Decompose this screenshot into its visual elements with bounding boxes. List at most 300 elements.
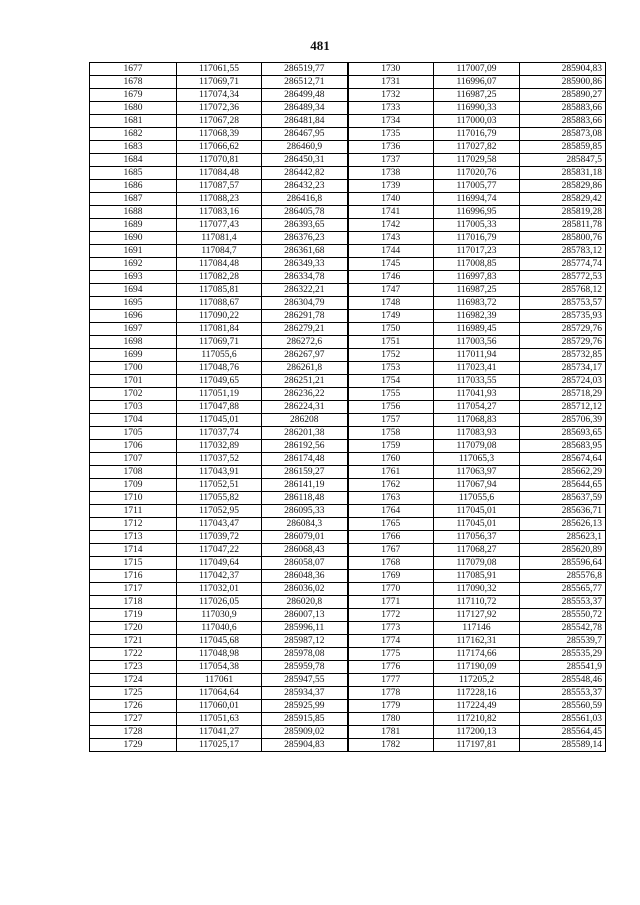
point-number-cell: 1773	[348, 622, 434, 635]
y-coordinate-cell: 285800,76	[520, 232, 606, 245]
table-row	[90, 310, 606, 323]
y-coordinate-cell: 285859,85	[520, 141, 606, 154]
table-row	[90, 583, 606, 596]
table-row	[90, 297, 606, 310]
y-coordinate-cell: 286020,8	[262, 596, 348, 609]
table-row	[90, 622, 606, 635]
x-coordinate-cell: 117055,82	[177, 492, 262, 505]
x-coordinate-cell: 116982,39	[434, 310, 520, 323]
y-coordinate-cell: 285829,86	[520, 180, 606, 193]
point-number-cell: 1770	[348, 583, 434, 596]
point-number-cell: 1745	[348, 258, 434, 271]
x-coordinate-cell: 117051,63	[177, 713, 262, 726]
y-coordinate-cell: 285811,78	[520, 219, 606, 232]
table-row	[90, 349, 606, 362]
point-number-cell: 1732	[348, 89, 434, 102]
y-coordinate-cell: 285959,78	[262, 661, 348, 674]
x-coordinate-cell: 116987,25	[434, 89, 520, 102]
x-coordinate-cell: 117087,57	[177, 180, 262, 193]
point-number-cell: 1731	[348, 76, 434, 89]
x-coordinate-cell: 117045,01	[177, 414, 262, 427]
point-number-cell: 1762	[348, 479, 434, 492]
table-row	[90, 726, 606, 739]
point-number-cell: 1772	[348, 609, 434, 622]
point-number-cell: 1724	[90, 674, 177, 687]
x-coordinate-cell: 117085,81	[177, 284, 262, 297]
point-number-cell: 1712	[90, 518, 177, 531]
y-coordinate-cell: 285623,1	[520, 531, 606, 544]
y-coordinate-cell: 285636,71	[520, 505, 606, 518]
point-number-cell: 1774	[348, 635, 434, 648]
point-number-cell: 1722	[90, 648, 177, 661]
x-coordinate-cell: 117045,68	[177, 635, 262, 648]
x-coordinate-cell: 117056,37	[434, 531, 520, 544]
table-row	[90, 492, 606, 505]
table-row	[90, 219, 606, 232]
x-coordinate-cell: 117023,41	[434, 362, 520, 375]
table-row	[90, 258, 606, 271]
y-coordinate-cell: 286007,13	[262, 609, 348, 622]
table-row	[90, 479, 606, 492]
x-coordinate-cell: 117003,56	[434, 336, 520, 349]
point-number-cell: 1677	[90, 63, 177, 76]
table-row	[90, 427, 606, 440]
point-number-cell: 1702	[90, 388, 177, 401]
point-number-cell: 1693	[90, 271, 177, 284]
y-coordinate-cell: 285883,66	[520, 115, 606, 128]
point-number-cell: 1723	[90, 661, 177, 674]
x-coordinate-cell: 117070,81	[177, 154, 262, 167]
y-coordinate-cell: 286068,43	[262, 544, 348, 557]
x-coordinate-cell: 117069,71	[177, 336, 262, 349]
y-coordinate-cell: 285873,08	[520, 128, 606, 141]
x-coordinate-cell: 117048,76	[177, 362, 262, 375]
x-coordinate-cell: 117055,6	[177, 349, 262, 362]
y-coordinate-cell: 285596,64	[520, 557, 606, 570]
table-row	[90, 284, 606, 297]
point-number-cell: 1714	[90, 544, 177, 557]
y-coordinate-cell: 285915,85	[262, 713, 348, 726]
point-number-cell: 1690	[90, 232, 177, 245]
point-number-cell: 1777	[348, 674, 434, 687]
y-coordinate-cell: 285909,02	[262, 726, 348, 739]
x-coordinate-cell: 117061,55	[177, 63, 262, 76]
point-number-cell: 1719	[90, 609, 177, 622]
point-number-cell: 1736	[348, 141, 434, 154]
y-coordinate-cell: 285693,65	[520, 427, 606, 440]
point-number-cell: 1684	[90, 154, 177, 167]
point-number-cell: 1680	[90, 102, 177, 115]
point-number-cell: 1709	[90, 479, 177, 492]
point-number-cell: 1758	[348, 427, 434, 440]
point-number-cell: 1703	[90, 401, 177, 414]
x-coordinate-cell: 117079,08	[434, 440, 520, 453]
y-coordinate-cell: 285718,29	[520, 388, 606, 401]
x-coordinate-cell: 117084,7	[177, 245, 262, 258]
table-row	[90, 531, 606, 544]
point-number-cell: 1734	[348, 115, 434, 128]
x-coordinate-cell: 117048,98	[177, 648, 262, 661]
table-row	[90, 180, 606, 193]
y-coordinate-cell: 285535,29	[520, 648, 606, 661]
y-coordinate-cell: 286079,01	[262, 531, 348, 544]
coordinates-table	[89, 62, 606, 752]
y-coordinate-cell: 286141,19	[262, 479, 348, 492]
table-row	[90, 193, 606, 206]
y-coordinate-cell: 285753,57	[520, 297, 606, 310]
table-row	[90, 128, 606, 141]
point-number-cell: 1711	[90, 505, 177, 518]
point-number-cell: 1698	[90, 336, 177, 349]
table-row	[90, 661, 606, 674]
y-coordinate-cell: 286192,56	[262, 440, 348, 453]
x-coordinate-cell: 117007,09	[434, 63, 520, 76]
x-coordinate-cell: 117011,94	[434, 349, 520, 362]
y-coordinate-cell: 285561,03	[520, 713, 606, 726]
y-coordinate-cell: 286361,68	[262, 245, 348, 258]
x-coordinate-cell: 117049,64	[177, 557, 262, 570]
point-number-cell: 1746	[348, 271, 434, 284]
point-number-cell: 1726	[90, 700, 177, 713]
point-number-cell: 1780	[348, 713, 434, 726]
table-row	[90, 648, 606, 661]
x-coordinate-cell: 117079,08	[434, 557, 520, 570]
y-coordinate-cell: 286442,82	[262, 167, 348, 180]
point-number-cell: 1743	[348, 232, 434, 245]
x-coordinate-cell: 117068,27	[434, 544, 520, 557]
point-number-cell: 1775	[348, 648, 434, 661]
y-coordinate-cell: 285978,08	[262, 648, 348, 661]
table-row	[90, 544, 606, 557]
y-coordinate-cell: 286048,36	[262, 570, 348, 583]
x-coordinate-cell: 117027,82	[434, 141, 520, 154]
x-coordinate-cell: 117083,16	[177, 206, 262, 219]
point-number-cell: 1765	[348, 518, 434, 531]
table-row	[90, 401, 606, 414]
point-number-cell: 1741	[348, 206, 434, 219]
point-number-cell: 1683	[90, 141, 177, 154]
y-coordinate-cell: 285662,29	[520, 466, 606, 479]
point-number-cell: 1737	[348, 154, 434, 167]
y-coordinate-cell: 285539,7	[520, 635, 606, 648]
point-number-cell: 1697	[90, 323, 177, 336]
point-number-cell: 1742	[348, 219, 434, 232]
table-row	[90, 453, 606, 466]
y-coordinate-cell: 286322,21	[262, 284, 348, 297]
point-number-cell: 1692	[90, 258, 177, 271]
table-row	[90, 89, 606, 102]
y-coordinate-cell: 285987,12	[262, 635, 348, 648]
point-number-cell: 1733	[348, 102, 434, 115]
y-coordinate-cell: 285542,78	[520, 622, 606, 635]
point-number-cell: 1721	[90, 635, 177, 648]
y-coordinate-cell: 286512,71	[262, 76, 348, 89]
x-coordinate-cell: 117020,76	[434, 167, 520, 180]
y-coordinate-cell: 285637,59	[520, 492, 606, 505]
y-coordinate-cell: 285541,9	[520, 661, 606, 674]
point-number-cell: 1767	[348, 544, 434, 557]
point-number-cell: 1779	[348, 700, 434, 713]
y-coordinate-cell: 285589,14	[520, 739, 606, 752]
x-coordinate-cell: 117228,16	[434, 687, 520, 700]
table-row	[90, 141, 606, 154]
x-coordinate-cell: 117065,3	[434, 453, 520, 466]
table-row	[90, 76, 606, 89]
y-coordinate-cell: 286272,6	[262, 336, 348, 349]
table-row	[90, 154, 606, 167]
y-coordinate-cell: 286376,23	[262, 232, 348, 245]
y-coordinate-cell: 286467,95	[262, 128, 348, 141]
y-coordinate-cell: 286499,48	[262, 89, 348, 102]
x-coordinate-cell: 117081,84	[177, 323, 262, 336]
point-number-cell: 1713	[90, 531, 177, 544]
x-coordinate-cell: 117037,52	[177, 453, 262, 466]
point-number-cell: 1730	[348, 63, 434, 76]
x-coordinate-cell: 117047,22	[177, 544, 262, 557]
x-coordinate-cell: 117005,33	[434, 219, 520, 232]
x-coordinate-cell: 117063,97	[434, 466, 520, 479]
table-row	[90, 232, 606, 245]
point-number-cell: 1718	[90, 596, 177, 609]
y-coordinate-cell: 286251,21	[262, 375, 348, 388]
point-number-cell: 1739	[348, 180, 434, 193]
y-coordinate-cell: 286036,02	[262, 583, 348, 596]
y-coordinate-cell: 285553,37	[520, 687, 606, 700]
table-row	[90, 375, 606, 388]
x-coordinate-cell: 117008,85	[434, 258, 520, 271]
point-number-cell: 1728	[90, 726, 177, 739]
x-coordinate-cell: 117047,88	[177, 401, 262, 414]
x-coordinate-cell: 117049,65	[177, 375, 262, 388]
point-number-cell: 1776	[348, 661, 434, 674]
point-number-cell: 1694	[90, 284, 177, 297]
y-coordinate-cell: 286058,07	[262, 557, 348, 570]
table-row	[90, 687, 606, 700]
point-number-cell: 1688	[90, 206, 177, 219]
table-row	[90, 557, 606, 570]
y-coordinate-cell: 285620,89	[520, 544, 606, 557]
y-coordinate-cell: 285768,12	[520, 284, 606, 297]
y-coordinate-cell: 285772,53	[520, 271, 606, 284]
x-coordinate-cell: 117026,05	[177, 596, 262, 609]
y-coordinate-cell: 286208	[262, 414, 348, 427]
y-coordinate-cell: 285712,12	[520, 401, 606, 414]
y-coordinate-cell: 286261,8	[262, 362, 348, 375]
point-number-cell: 1764	[348, 505, 434, 518]
x-coordinate-cell: 117210,82	[434, 713, 520, 726]
x-coordinate-cell: 117052,51	[177, 479, 262, 492]
x-coordinate-cell: 117127,92	[434, 609, 520, 622]
x-coordinate-cell: 117082,28	[177, 271, 262, 284]
y-coordinate-cell: 285947,55	[262, 674, 348, 687]
x-coordinate-cell: 117068,39	[177, 128, 262, 141]
table-row	[90, 700, 606, 713]
point-number-cell: 1766	[348, 531, 434, 544]
y-coordinate-cell: 285904,83	[520, 63, 606, 76]
y-coordinate-cell: 285626,13	[520, 518, 606, 531]
point-number-cell: 1710	[90, 492, 177, 505]
x-coordinate-cell: 117068,83	[434, 414, 520, 427]
y-coordinate-cell: 286224,31	[262, 401, 348, 414]
point-number-cell: 1755	[348, 388, 434, 401]
y-coordinate-cell: 286118,48	[262, 492, 348, 505]
x-coordinate-cell: 117052,95	[177, 505, 262, 518]
point-number-cell: 1696	[90, 310, 177, 323]
point-number-cell: 1708	[90, 466, 177, 479]
y-coordinate-cell: 285934,37	[262, 687, 348, 700]
point-number-cell: 1699	[90, 349, 177, 362]
y-coordinate-cell: 285550,72	[520, 609, 606, 622]
x-coordinate-cell: 117084,48	[177, 258, 262, 271]
x-coordinate-cell: 117074,34	[177, 89, 262, 102]
point-number-cell: 1717	[90, 583, 177, 596]
x-coordinate-cell: 116987,25	[434, 284, 520, 297]
y-coordinate-cell: 286519,77	[262, 63, 348, 76]
page-number: 481	[310, 38, 330, 53]
x-coordinate-cell: 117067,94	[434, 479, 520, 492]
x-coordinate-cell: 117110,72	[434, 596, 520, 609]
x-coordinate-cell: 117005,77	[434, 180, 520, 193]
y-coordinate-cell: 285829,42	[520, 193, 606, 206]
table-row	[90, 674, 606, 687]
x-coordinate-cell: 117037,74	[177, 427, 262, 440]
y-coordinate-cell: 285729,76	[520, 336, 606, 349]
y-coordinate-cell: 285548,46	[520, 674, 606, 687]
point-number-cell: 1681	[90, 115, 177, 128]
point-number-cell: 1753	[348, 362, 434, 375]
x-coordinate-cell: 117041,93	[434, 388, 520, 401]
x-coordinate-cell: 116989,45	[434, 323, 520, 336]
y-coordinate-cell: 285831,18	[520, 167, 606, 180]
y-coordinate-cell: 286095,33	[262, 505, 348, 518]
x-coordinate-cell: 117064,64	[177, 687, 262, 700]
x-coordinate-cell: 117045,01	[434, 518, 520, 531]
x-coordinate-cell: 117081,4	[177, 232, 262, 245]
coordinates-table-body	[90, 63, 606, 752]
point-number-cell: 1727	[90, 713, 177, 726]
point-number-cell: 1682	[90, 128, 177, 141]
x-coordinate-cell: 117000,03	[434, 115, 520, 128]
table-row	[90, 206, 606, 219]
x-coordinate-cell: 117162,31	[434, 635, 520, 648]
x-coordinate-cell: 117016,79	[434, 232, 520, 245]
x-coordinate-cell: 117066,62	[177, 141, 262, 154]
point-number-cell: 1715	[90, 557, 177, 570]
x-coordinate-cell: 117032,89	[177, 440, 262, 453]
point-number-cell: 1748	[348, 297, 434, 310]
point-number-cell: 1744	[348, 245, 434, 258]
point-number-cell: 1747	[348, 284, 434, 297]
point-number-cell: 1725	[90, 687, 177, 700]
point-number-cell: 1689	[90, 219, 177, 232]
point-number-cell: 1705	[90, 427, 177, 440]
y-coordinate-cell: 286174,48	[262, 453, 348, 466]
point-number-cell: 1754	[348, 375, 434, 388]
x-coordinate-cell: 117032,01	[177, 583, 262, 596]
point-number-cell: 1750	[348, 323, 434, 336]
table-row	[90, 63, 606, 76]
y-coordinate-cell: 286279,21	[262, 323, 348, 336]
y-coordinate-cell: 285735,93	[520, 310, 606, 323]
x-coordinate-cell: 117174,66	[434, 648, 520, 661]
y-coordinate-cell: 285883,66	[520, 102, 606, 115]
y-coordinate-cell: 285729,76	[520, 323, 606, 336]
point-number-cell: 1781	[348, 726, 434, 739]
y-coordinate-cell: 285819,28	[520, 206, 606, 219]
y-coordinate-cell: 285564,45	[520, 726, 606, 739]
table-row	[90, 596, 606, 609]
y-coordinate-cell: 285847,5	[520, 154, 606, 167]
y-coordinate-cell: 285734,17	[520, 362, 606, 375]
table-row	[90, 635, 606, 648]
y-coordinate-cell: 286201,38	[262, 427, 348, 440]
y-coordinate-cell: 286393,65	[262, 219, 348, 232]
point-number-cell: 1686	[90, 180, 177, 193]
table-row	[90, 713, 606, 726]
table-row	[90, 271, 606, 284]
x-coordinate-cell: 117051,19	[177, 388, 262, 401]
point-number-cell: 1701	[90, 375, 177, 388]
y-coordinate-cell: 286432,23	[262, 180, 348, 193]
x-coordinate-cell: 117043,47	[177, 518, 262, 531]
point-number-cell: 1678	[90, 76, 177, 89]
x-coordinate-cell: 117060,01	[177, 700, 262, 713]
x-coordinate-cell: 117090,22	[177, 310, 262, 323]
x-coordinate-cell: 117069,71	[177, 76, 262, 89]
point-number-cell: 1771	[348, 596, 434, 609]
y-coordinate-cell: 285996,11	[262, 622, 348, 635]
y-coordinate-cell: 285644,65	[520, 479, 606, 492]
x-coordinate-cell: 117061	[177, 674, 262, 687]
point-number-cell: 1700	[90, 362, 177, 375]
point-number-cell: 1704	[90, 414, 177, 427]
point-number-cell: 1720	[90, 622, 177, 635]
x-coordinate-cell: 117030,9	[177, 609, 262, 622]
table-row	[90, 505, 606, 518]
y-coordinate-cell: 286084,3	[262, 518, 348, 531]
point-number-cell: 1759	[348, 440, 434, 453]
table-row	[90, 739, 606, 752]
point-number-cell: 1760	[348, 453, 434, 466]
table-row	[90, 245, 606, 258]
table-row	[90, 362, 606, 375]
point-number-cell: 1695	[90, 297, 177, 310]
point-number-cell: 1778	[348, 687, 434, 700]
point-number-cell: 1757	[348, 414, 434, 427]
y-coordinate-cell: 285783,12	[520, 245, 606, 258]
table-row	[90, 388, 606, 401]
y-coordinate-cell: 286489,34	[262, 102, 348, 115]
point-number-cell: 1729	[90, 739, 177, 752]
x-coordinate-cell: 117205,2	[434, 674, 520, 687]
table-row	[90, 609, 606, 622]
x-coordinate-cell: 117054,38	[177, 661, 262, 674]
x-coordinate-cell: 117197,81	[434, 739, 520, 752]
y-coordinate-cell: 285890,27	[520, 89, 606, 102]
point-number-cell: 1782	[348, 739, 434, 752]
x-coordinate-cell: 117090,32	[434, 583, 520, 596]
point-number-cell: 1738	[348, 167, 434, 180]
x-coordinate-cell: 117224,49	[434, 700, 520, 713]
point-number-cell: 1749	[348, 310, 434, 323]
y-coordinate-cell: 286349,33	[262, 258, 348, 271]
y-coordinate-cell: 285674,64	[520, 453, 606, 466]
y-coordinate-cell: 286291,78	[262, 310, 348, 323]
x-coordinate-cell: 117055,6	[434, 492, 520, 505]
point-number-cell: 1687	[90, 193, 177, 206]
x-coordinate-cell: 117088,23	[177, 193, 262, 206]
y-coordinate-cell: 286304,79	[262, 297, 348, 310]
